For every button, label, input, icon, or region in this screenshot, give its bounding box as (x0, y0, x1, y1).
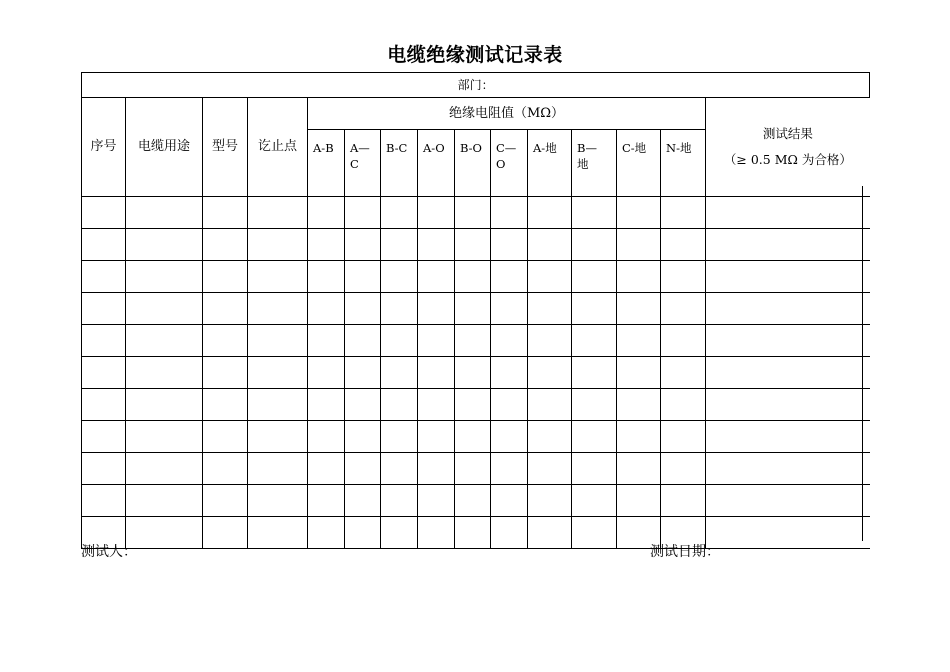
table-cell[interactable] (381, 485, 418, 517)
table-cell[interactable] (455, 261, 491, 293)
table-cell[interactable] (491, 293, 528, 325)
table-cell[interactable] (381, 389, 418, 421)
table-cell[interactable] (248, 197, 308, 229)
table-cell[interactable] (706, 485, 870, 517)
table-cell[interactable] (248, 325, 308, 357)
table-cell[interactable] (706, 389, 870, 421)
table-cell[interactable] (617, 389, 661, 421)
table-cell[interactable] (381, 421, 418, 453)
table-cell[interactable] (308, 485, 345, 517)
table-cell[interactable] (455, 485, 491, 517)
sub-header-line: C-地 (622, 141, 647, 155)
table-cell[interactable] (418, 389, 455, 421)
department-row (82, 73, 870, 98)
table-row (82, 389, 870, 421)
table-cell[interactable] (661, 357, 706, 389)
table-cell[interactable] (455, 357, 491, 389)
table-cell[interactable] (455, 325, 491, 357)
table-cell[interactable] (661, 293, 706, 325)
table-cell[interactable] (491, 229, 528, 261)
header-test-result-title: 测试结果 (762, 126, 813, 141)
sub-header-a-b (308, 130, 345, 197)
table-cell[interactable] (706, 293, 870, 325)
table-cell[interactable] (617, 357, 661, 389)
sub-header-line: A— (350, 141, 370, 155)
table-cell[interactable] (381, 453, 418, 485)
table-cell[interactable] (455, 453, 491, 485)
table-cell[interactable] (418, 421, 455, 453)
table-cell[interactable] (345, 261, 381, 293)
table-cell[interactable] (572, 453, 617, 485)
sub-header-line: C (350, 157, 359, 171)
table-cell[interactable] (381, 325, 418, 357)
table-cell[interactable] (203, 293, 248, 325)
table-cell[interactable] (418, 229, 455, 261)
sub-header-line: A-B (313, 141, 334, 155)
sub-header-c-ground (617, 130, 661, 197)
table-cell[interactable] (491, 453, 528, 485)
table-cell[interactable] (345, 453, 381, 485)
table-cell[interactable] (491, 197, 528, 229)
table-cell[interactable] (248, 517, 308, 549)
table-cell[interactable] (203, 517, 248, 549)
table-cell[interactable] (308, 197, 345, 229)
table-cell[interactable] (418, 325, 455, 357)
table-cell[interactable] (572, 229, 617, 261)
table-cell[interactable] (345, 389, 381, 421)
table-cell[interactable] (203, 357, 248, 389)
insulation-record-table (81, 72, 870, 549)
table-cell[interactable] (491, 517, 528, 549)
table-cell[interactable] (345, 421, 381, 453)
table-cell[interactable] (308, 261, 345, 293)
table-row (82, 293, 870, 325)
table-cell[interactable] (308, 421, 345, 453)
header-test-result (706, 98, 870, 197)
table-cell[interactable] (706, 357, 870, 389)
table-cell[interactable] (491, 421, 528, 453)
table-cell[interactable] (248, 293, 308, 325)
header-cable-use: 电缆用途 (126, 98, 203, 197)
table-cell[interactable] (528, 421, 572, 453)
table-row (82, 197, 870, 229)
sub-header-b-o (455, 130, 491, 197)
table-cell[interactable] (381, 229, 418, 261)
table-cell[interactable] (203, 261, 248, 293)
sub-header-line: 地 (577, 157, 589, 171)
table-cell[interactable] (528, 325, 572, 357)
table-right-border (862, 186, 863, 541)
table-cell[interactable] (203, 229, 248, 261)
table-cell[interactable] (82, 197, 126, 229)
table-cell[interactable] (126, 229, 203, 261)
table-cell[interactable] (528, 197, 572, 229)
table-cell[interactable] (528, 261, 572, 293)
sub-header-a-o (418, 130, 455, 197)
table-cell[interactable] (661, 421, 706, 453)
table-cell[interactable] (345, 325, 381, 357)
table-cell[interactable] (345, 517, 381, 549)
table-cell[interactable] (572, 357, 617, 389)
table-cell[interactable] (661, 485, 706, 517)
table-cell[interactable] (491, 485, 528, 517)
table-cell[interactable] (345, 293, 381, 325)
table-cell[interactable] (528, 293, 572, 325)
header-insulation-resistance: 绝缘电阻值（MΩ） (308, 98, 706, 130)
table-cell[interactable] (381, 261, 418, 293)
sub-header-line: B— (577, 141, 597, 155)
table-cell[interactable] (248, 261, 308, 293)
table-cell[interactable] (418, 197, 455, 229)
sub-header-a-c (345, 130, 381, 197)
table-cell[interactable] (455, 389, 491, 421)
table-cell[interactable] (455, 293, 491, 325)
table-cell[interactable] (248, 485, 308, 517)
table-cell[interactable] (455, 197, 491, 229)
department-label: 部门： (457, 78, 494, 92)
sub-header-a-ground (528, 130, 572, 197)
page-title: 电缆绝缘测试记录表 (387, 44, 563, 66)
table-cell[interactable] (617, 261, 661, 293)
sub-header-line: C— (496, 141, 517, 155)
table-cell[interactable] (308, 229, 345, 261)
sub-header-n-ground (661, 130, 706, 197)
table-cell[interactable] (528, 357, 572, 389)
table-cell[interactable] (381, 517, 418, 549)
sub-header-b-ground (572, 130, 617, 197)
table-row (82, 229, 870, 261)
table-cell[interactable] (203, 485, 248, 517)
table-row (82, 357, 870, 389)
sub-header-line: B-C (386, 141, 408, 155)
table-cell[interactable] (706, 421, 870, 453)
table-cell[interactable] (528, 517, 572, 549)
table-cell[interactable] (418, 453, 455, 485)
table-cell[interactable] (82, 293, 126, 325)
table-cell[interactable] (418, 517, 455, 549)
table-cell[interactable] (418, 293, 455, 325)
table-row (82, 325, 870, 357)
table-cell[interactable] (528, 229, 572, 261)
table-cell[interactable] (126, 453, 203, 485)
table-cell[interactable] (706, 261, 870, 293)
table-cell[interactable] (381, 357, 418, 389)
table-row (82, 261, 870, 293)
sub-header-b-c (381, 130, 418, 197)
table-cell[interactable] (528, 389, 572, 421)
table-cell[interactable] (455, 517, 491, 549)
table-cell[interactable] (381, 197, 418, 229)
table-cell[interactable] (572, 325, 617, 357)
table-body (82, 197, 870, 549)
table-cell[interactable] (418, 261, 455, 293)
table-cell[interactable] (661, 261, 706, 293)
table-cell[interactable] (203, 197, 248, 229)
tester-label: 测试人： (81, 544, 137, 560)
sub-header-c-o (491, 130, 528, 197)
sub-header-line: B-O (460, 141, 482, 155)
table-row (82, 485, 870, 517)
table-cell[interactable] (82, 325, 126, 357)
table-cell[interactable] (345, 357, 381, 389)
table-cell[interactable] (248, 453, 308, 485)
table-cell[interactable] (661, 389, 706, 421)
table-cell[interactable] (126, 325, 203, 357)
table-cell[interactable] (528, 485, 572, 517)
table-cell[interactable] (126, 293, 203, 325)
table-cell[interactable] (82, 485, 126, 517)
table-cell[interactable] (345, 197, 381, 229)
table-cell[interactable] (308, 325, 345, 357)
table-cell[interactable] (126, 197, 203, 229)
table-cell[interactable] (248, 357, 308, 389)
table-cell[interactable] (82, 453, 126, 485)
table-cell[interactable] (528, 453, 572, 485)
table-cell[interactable] (572, 293, 617, 325)
table-cell[interactable] (308, 453, 345, 485)
table-cell[interactable] (572, 421, 617, 453)
table-cell[interactable] (455, 229, 491, 261)
table-cell[interactable] (126, 261, 203, 293)
sub-header-line: A-地 (533, 141, 557, 155)
table-cell[interactable] (345, 229, 381, 261)
table-cell[interactable] (308, 293, 345, 325)
table-cell[interactable] (418, 485, 455, 517)
table-cell[interactable] (308, 357, 345, 389)
table-cell[interactable] (572, 261, 617, 293)
sub-header-line: O (496, 157, 506, 171)
table-cell[interactable] (706, 325, 870, 357)
table-cell[interactable] (82, 261, 126, 293)
table-cell[interactable] (617, 453, 661, 485)
header-model: 型号 (203, 98, 248, 197)
table-cell[interactable] (82, 357, 126, 389)
table-cell[interactable] (661, 453, 706, 485)
table-cell[interactable] (126, 485, 203, 517)
table-cell[interactable] (661, 197, 706, 229)
table-cell[interactable] (661, 325, 706, 357)
table-cell[interactable] (248, 229, 308, 261)
table-cell[interactable] (491, 389, 528, 421)
table-cell[interactable] (491, 261, 528, 293)
header-span: 讫止点 (248, 98, 308, 197)
table-cell[interactable] (381, 293, 418, 325)
table-cell[interactable] (572, 389, 617, 421)
sub-header-line: A-O (423, 141, 445, 155)
table-cell[interactable] (203, 389, 248, 421)
table-cell[interactable] (617, 421, 661, 453)
table-cell[interactable] (617, 485, 661, 517)
table-cell[interactable] (82, 229, 126, 261)
table-cell[interactable] (455, 421, 491, 453)
table-cell[interactable] (203, 325, 248, 357)
table-cell[interactable] (706, 453, 870, 485)
table-row (82, 453, 870, 485)
table-cell[interactable] (126, 421, 203, 453)
table-cell[interactable] (572, 197, 617, 229)
table-cell[interactable] (617, 229, 661, 261)
table-cell[interactable] (248, 389, 308, 421)
table-cell[interactable] (126, 517, 203, 549)
table-row (82, 421, 870, 453)
table-cell[interactable] (345, 485, 381, 517)
table-cell[interactable] (617, 293, 661, 325)
table-cell[interactable] (706, 517, 870, 549)
table-row (82, 517, 870, 549)
table-cell[interactable] (617, 197, 661, 229)
sub-header-line: N-地 (666, 141, 692, 155)
header-row (82, 98, 870, 130)
table-cell[interactable] (203, 453, 248, 485)
header-test-result-criterion: （≥ 0.5 MΩ 为合格） (723, 152, 852, 167)
table-cell[interactable] (572, 517, 617, 549)
table-cell[interactable] (491, 357, 528, 389)
header-seq: 序号 (82, 98, 126, 197)
table-cell[interactable] (126, 389, 203, 421)
test-date-label: 测试日期： (650, 544, 720, 560)
table-cell[interactable] (418, 357, 455, 389)
table-cell[interactable] (706, 197, 870, 229)
table-cell[interactable] (82, 421, 126, 453)
table-cell[interactable] (706, 229, 870, 261)
table-cell[interactable] (82, 389, 126, 421)
table-cell[interactable] (491, 325, 528, 357)
table-cell[interactable] (308, 517, 345, 549)
table-cell[interactable] (308, 389, 345, 421)
department-cell[interactable] (82, 73, 870, 98)
table-cell[interactable] (617, 325, 661, 357)
table-cell[interactable] (661, 229, 706, 261)
table-cell[interactable] (126, 357, 203, 389)
table-cell[interactable] (203, 421, 248, 453)
table-cell[interactable] (572, 485, 617, 517)
table-cell[interactable] (248, 421, 308, 453)
